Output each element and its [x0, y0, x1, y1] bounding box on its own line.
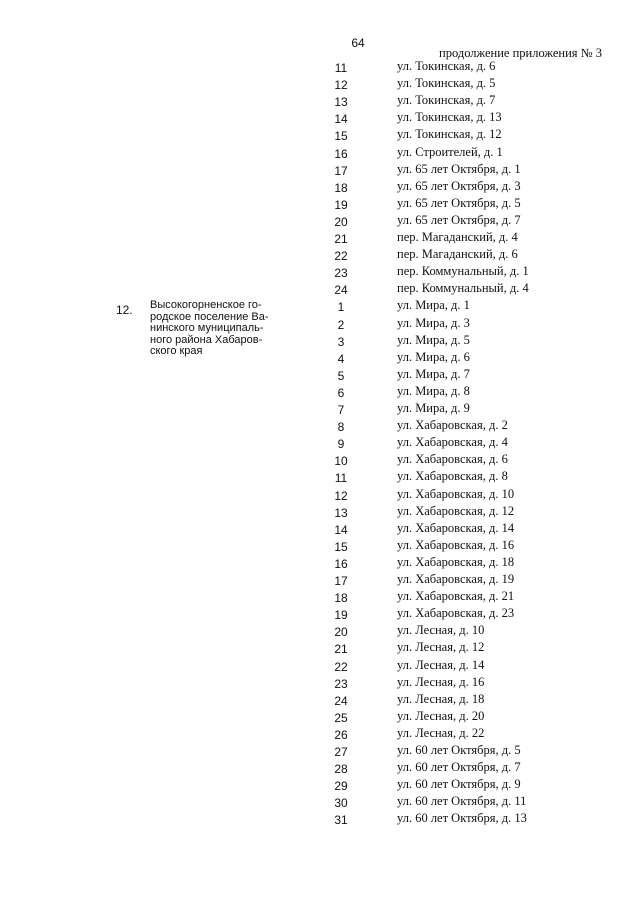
- table-row: [0, 401, 640, 418]
- table-row: [0, 281, 640, 298]
- table-row: [0, 504, 640, 521]
- table-row: [0, 127, 640, 144]
- table-row: [0, 435, 640, 452]
- row-address: ул. Токинская, д. 5: [397, 76, 496, 91]
- table-row: [0, 623, 640, 640]
- section-name-line: ского края: [150, 345, 203, 357]
- table-row: [0, 93, 640, 110]
- row-address: пер. Коммунальный, д. 1: [397, 264, 529, 279]
- table-row: [0, 316, 640, 333]
- table-row: [0, 469, 640, 486]
- row-address: ул. Токинская, д. 6: [397, 59, 496, 73]
- row-address: ул. Хабаровская, д. 23: [397, 606, 515, 621]
- section-number: 12.: [116, 303, 133, 317]
- row-address: ул. Мира, д. 9: [397, 401, 470, 415]
- continuation-note: продолжение приложения № 3: [439, 46, 602, 60]
- table-row: [0, 76, 640, 93]
- row-number: 23: [334, 266, 348, 281]
- row-address: ул. Хабаровская, д. 14: [397, 520, 515, 535]
- table-row: [0, 658, 640, 675]
- row-number: 26: [334, 727, 348, 742]
- row-address: ул. Хабаровская, д. 8: [397, 469, 508, 484]
- row-number: 8: [337, 420, 345, 435]
- table-row: [0, 230, 640, 247]
- row-number: 29: [334, 779, 348, 794]
- table-row: [0, 589, 640, 606]
- row-number: 22: [334, 659, 348, 674]
- row-number: 2: [337, 317, 345, 332]
- table-row: [0, 692, 640, 709]
- row-number: 25: [334, 710, 348, 725]
- row-number: 17: [334, 574, 348, 588]
- row-number: 15: [334, 539, 348, 554]
- row-address: ул. Мира, д. 6: [397, 349, 470, 364]
- table-row: [0, 777, 640, 794]
- row-number: 21: [334, 642, 348, 657]
- table-row: [0, 384, 640, 401]
- table-row: [0, 521, 640, 538]
- table-row: [0, 110, 640, 127]
- row-address: ул. Хабаровская, д. 21: [397, 589, 515, 604]
- row-number: 15: [334, 129, 348, 144]
- row-number: 19: [334, 197, 348, 212]
- row-address: ул. Токинская, д. 12: [397, 127, 502, 142]
- row-number: 4: [337, 351, 345, 366]
- table-row: [0, 418, 640, 435]
- table-row: [0, 538, 640, 555]
- section-name-line: Высокогорненское го-: [150, 299, 262, 311]
- table-row: [0, 247, 640, 264]
- row-number: 24: [334, 693, 348, 708]
- row-number: 19: [334, 608, 348, 623]
- row-address: ул. Мира, д. 1: [397, 298, 470, 313]
- row-number: 28: [334, 762, 348, 777]
- row-number: 9: [337, 437, 345, 452]
- row-address: ул. Хабаровская, д. 6: [397, 452, 508, 467]
- row-address: ул. Лесная, д. 12: [397, 640, 485, 655]
- row-number: 23: [334, 676, 348, 691]
- row-address: ул. Лесная, д. 22: [397, 725, 485, 740]
- table-row: [0, 555, 640, 572]
- table-row: [0, 487, 640, 504]
- table-row: [0, 675, 640, 692]
- table-row: [0, 145, 640, 162]
- row-number: 13: [334, 95, 348, 110]
- row-number: 16: [334, 146, 348, 161]
- table-row: [0, 606, 640, 623]
- row-number: 17: [334, 163, 348, 178]
- row-number: 14: [334, 522, 348, 537]
- row-number: 12: [334, 488, 348, 503]
- row-number: 22: [334, 249, 348, 264]
- row-address: пер. Коммунальный, д. 4: [397, 281, 529, 296]
- table-row: [0, 743, 640, 760]
- row-address: ул. Мира, д. 8: [397, 383, 470, 398]
- row-number: 3: [337, 334, 345, 349]
- row-number: 14: [334, 112, 348, 127]
- row-number: 16: [334, 556, 348, 571]
- table-row: [0, 760, 640, 777]
- row-address: ул. Лесная, д. 16: [397, 674, 485, 689]
- section-name-line: нинского муниципаль-: [150, 322, 264, 334]
- row-address: ул. 60 лет Октября, д. 7: [397, 760, 521, 775]
- row-number: 18: [334, 180, 348, 195]
- row-number: 5: [337, 368, 345, 383]
- table-row: [0, 709, 640, 726]
- row-number: 12: [334, 78, 348, 93]
- row-address: ул. Токинская, д. 13: [397, 110, 502, 125]
- row-address: ул. Лесная, д. 20: [397, 708, 485, 723]
- row-address: ул. Хабаровская, д. 18: [397, 554, 515, 569]
- row-address: ул. Лесная, д. 18: [397, 691, 485, 706]
- row-number: 27: [334, 745, 348, 759]
- row-address: ул. 65 лет Октября, д. 7: [397, 212, 521, 227]
- table-row: [0, 333, 640, 350]
- section-name-line: ного района Хабаров-: [150, 333, 263, 346]
- table-row: [0, 367, 640, 384]
- row-address: ул. 60 лет Октября, д. 5: [397, 743, 521, 757]
- table-row: [0, 213, 640, 230]
- page-number: 64: [351, 36, 365, 50]
- row-address: ул. 65 лет Октября, д. 5: [397, 195, 521, 210]
- row-address: пер. Магаданский, д. 6: [397, 247, 518, 262]
- row-address: ул. Хабаровская, д. 19: [397, 572, 515, 586]
- table-row: [0, 179, 640, 196]
- table-row: [0, 452, 640, 469]
- row-address: ул. 60 лет Октября, д. 13: [397, 811, 527, 826]
- row-address: ул. Лесная, д. 10: [397, 623, 485, 638]
- row-address: пер. Магаданский, д. 4: [397, 230, 518, 244]
- row-address: ул. Токинская, д. 7: [397, 93, 496, 108]
- table-row: [0, 350, 640, 367]
- table-row: [0, 264, 640, 281]
- row-number: 18: [334, 591, 348, 606]
- row-number: 21: [334, 232, 348, 246]
- row-address: ул. Хабаровская, д. 2: [397, 418, 508, 433]
- row-address: ул. Мира, д. 7: [397, 366, 470, 381]
- row-address: ул. 65 лет Октября, д. 1: [397, 161, 521, 176]
- table-row: [0, 298, 640, 315]
- row-address: ул. 65 лет Октября, д. 3: [397, 178, 521, 193]
- row-number: 20: [334, 214, 348, 229]
- row-number: 11: [334, 471, 348, 486]
- row-number: 7: [337, 403, 345, 417]
- table-row: [0, 196, 640, 213]
- table-row: [0, 811, 640, 828]
- row-number: 24: [334, 283, 348, 298]
- row-number: 20: [334, 625, 348, 640]
- table-row: [0, 640, 640, 657]
- row-number: 30: [334, 796, 348, 811]
- row-address: ул. Хабаровская, д. 4: [397, 435, 508, 450]
- row-number: 13: [334, 505, 348, 520]
- row-address: ул. Мира, д. 3: [397, 315, 470, 330]
- table-row: [0, 572, 640, 589]
- table-row: [0, 794, 640, 811]
- table-row: [0, 726, 640, 743]
- row-number: 31: [334, 813, 348, 828]
- row-address: ул. Хабаровская, д. 10: [397, 486, 515, 501]
- row-number: 10: [334, 454, 348, 469]
- section-name-line: родское поселение Ва-: [150, 310, 269, 323]
- row-address: ул. Хабаровская, д. 12: [397, 503, 515, 518]
- row-number: 1: [337, 300, 345, 315]
- row-address: ул. Лесная, д. 14: [397, 657, 485, 672]
- row-number: 11: [334, 61, 348, 75]
- row-address: ул. Мира, д. 5: [397, 332, 470, 347]
- row-address: ул. Строителей, д. 1: [397, 144, 503, 159]
- table-row: [0, 59, 640, 76]
- row-address: ул. 60 лет Октября, д. 11: [397, 794, 527, 809]
- row-address: ул. Хабаровская, д. 16: [397, 537, 515, 552]
- row-address: ул. 60 лет Октября, д. 9: [397, 777, 521, 792]
- table-row: [0, 162, 640, 179]
- row-number: 6: [337, 385, 345, 400]
